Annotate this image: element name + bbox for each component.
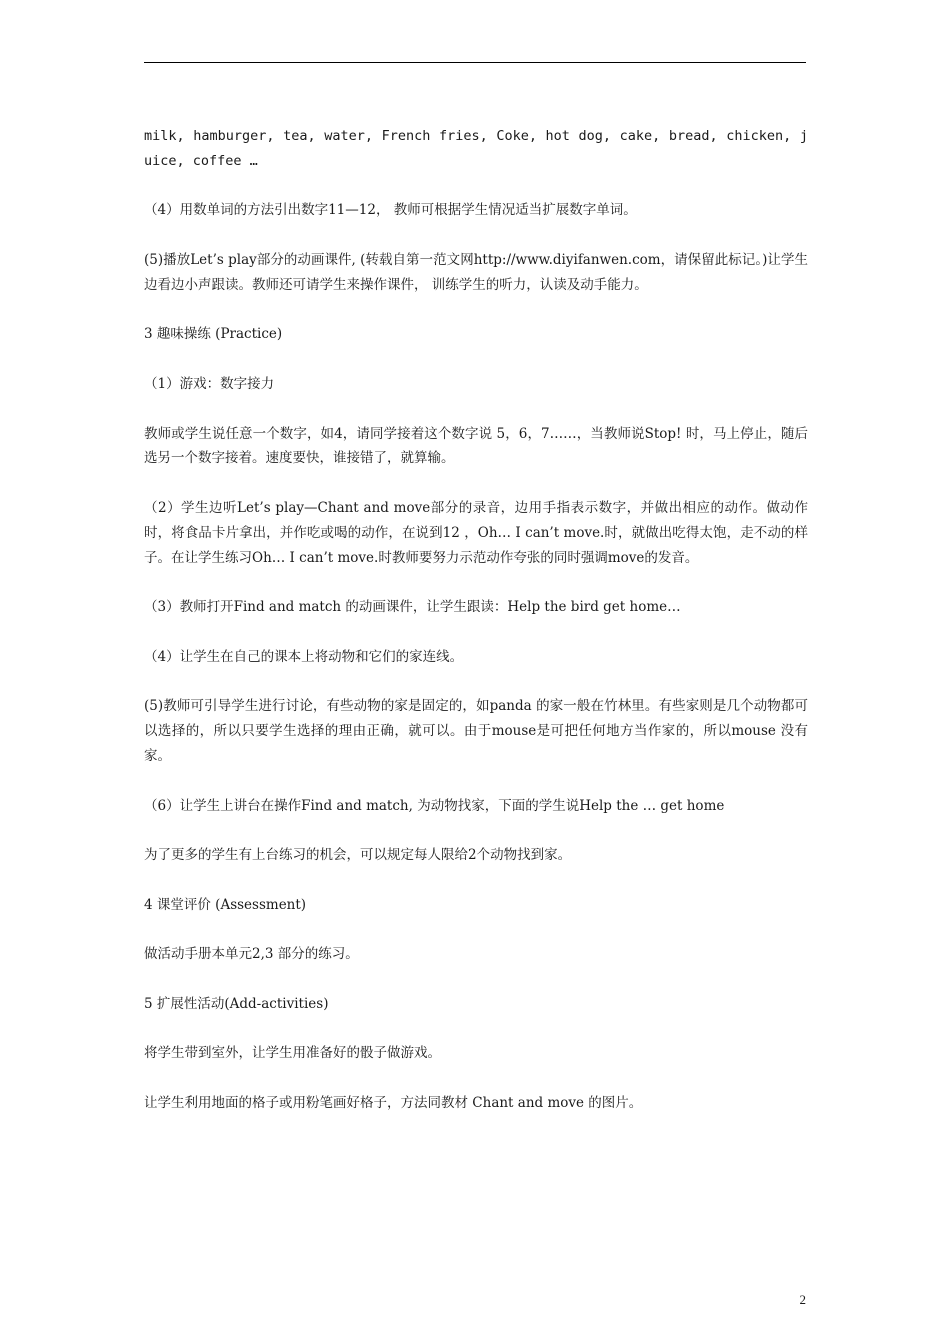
paragraph-practice-limit: 为了更多的学生有上台练习的机会，可以规定每人限给2个动物找到家。 bbox=[144, 847, 572, 864]
paragraph-practice-1-game: （1）游戏：数字接力 bbox=[144, 375, 275, 392]
paragraph-vocabulary-list: milk, hamburger, tea, water, French fries, Coke, hot dog, cake, bread, chicken, juice, coffee … bbox=[144, 128, 808, 169]
paragraph-step-4-numbers: （4）用数单词的方法引出数字11—12， 教师可根据学生情况适当扩展数字单词。 bbox=[144, 202, 637, 219]
paragraph-practice-3-find-match: （3）教师打开Find and match 的动画课件，让学生跟读：Help the bird get home… bbox=[144, 599, 681, 616]
section-heading-add-activities: 5 扩展性活动(Add-activities) bbox=[144, 995, 329, 1012]
paragraph-practice-5-discussion: (5)教师可引导学生进行讨论，有些动物的家是固定的，如panda 的家一般在竹林里。有些家则是几个动物都可以选择的，所以只要学生选择的理由正确，就可以。由于mouse是可把任何地方当作家的，所以mouse 没有家。 bbox=[144, 698, 808, 764]
paragraph-outdoor-dice: 将学生带到室外，让学生用准备好的骰子做游戏。 bbox=[144, 1045, 441, 1062]
paragraph-step-5-lets-play: (5)播放Let’s play部分的动画课件, (转载自第一范文网http://www.diyifanwen.com，请保留此标记。)让学生边看边小声跟读。教师还可请学生来操作课件， 训练学生的听力，认读及动手能力。 bbox=[144, 251, 808, 293]
paragraph-grid-chalk: 让学生利用地面的格子或用粉笔画好格子，方法同教材 Chant and move 的图片。 bbox=[144, 1095, 643, 1112]
page-number: 2 bbox=[799, 1292, 806, 1307]
paragraph-practice-4-connect: （4）让学生在自己的课本上将动物和它们的家连线。 bbox=[144, 648, 464, 665]
header-rule bbox=[144, 62, 806, 63]
section-heading-assessment: 4 课堂评价 (Assessment) bbox=[144, 896, 307, 913]
section-heading-practice: 3 趣味操练 (Practice) bbox=[144, 326, 283, 343]
document-body bbox=[144, 124, 808, 1141]
paragraph-practice-2-chant: （2）学生边听Let’s play—Chant and move部分的录音，边用手指表示数字，并做出相应的动作。做动作时，将食品卡片拿出，并作吃或喝的动作，在说到12 ，Oh… I can’t move.时，就做出吃得太饱，走不动的样子。在让学生练习Oh… I can’t move.时教师要努力示范动作夸张的同时强调move的发音。 bbox=[144, 499, 808, 566]
paragraph-practice-6-stage: （6）让学生上讲台在操作Find and match, 为动物找家，下面的学生说Help the … get home bbox=[144, 797, 725, 814]
paragraph-number-relay: 教师或学生说任意一个数字，如4，请同学接着这个数字说 5，6，7……，当教师说Stop! 时，马上停止，随后选另一个数字接着。速度要快，谁接错了，就算输。 bbox=[144, 425, 808, 467]
paragraph-assessment-workbook: 做活动手册本单元2,3 部分的练习。 bbox=[144, 946, 359, 963]
